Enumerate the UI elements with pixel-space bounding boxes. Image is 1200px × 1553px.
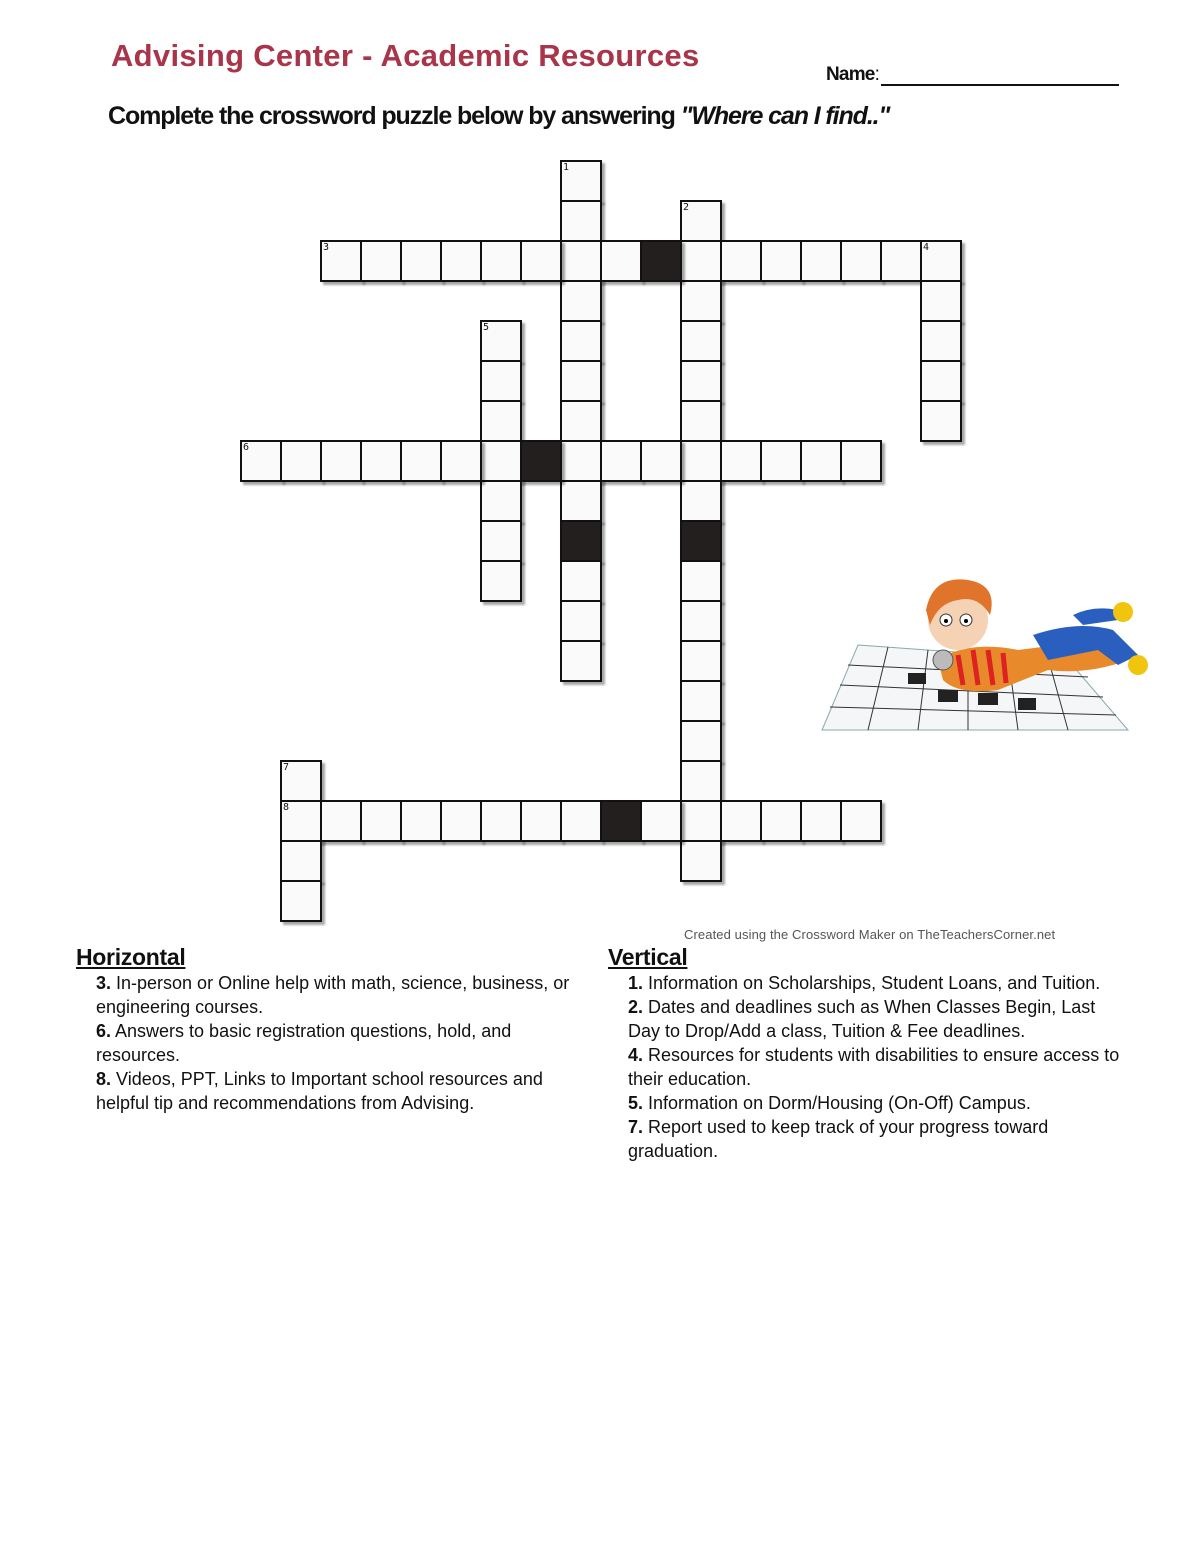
crossword-cell[interactable]: [560, 480, 602, 522]
crossword-cell[interactable]: [560, 560, 602, 602]
clue-number: 2: [683, 202, 690, 213]
crossword-cell[interactable]: [680, 400, 722, 442]
crossword-cell[interactable]: [840, 240, 882, 282]
crossword-cell[interactable]: [240, 440, 282, 482]
clue-number: 5: [483, 322, 490, 333]
name-input-line[interactable]: [881, 62, 1119, 86]
black-cell: [600, 800, 642, 842]
crossword-cell[interactable]: [600, 240, 642, 282]
crossword-cell[interactable]: [640, 440, 682, 482]
name-colon: :: [874, 64, 880, 85]
clue-5: 5. Information on Dorm/Housing (On-Off) Campus.: [628, 1093, 1031, 1113]
name-label: Name: [826, 64, 875, 85]
crossword-cell[interactable]: [680, 200, 722, 242]
crossword-cell[interactable]: [480, 360, 522, 402]
crossword-cell[interactable]: [440, 800, 482, 842]
crossword-cell[interactable]: [920, 360, 962, 402]
crossword-cell[interactable]: [480, 520, 522, 562]
instructions: [108, 102, 889, 131]
crossword-cell[interactable]: [280, 760, 322, 802]
crossword-cell[interactable]: [680, 480, 722, 522]
crossword-cell[interactable]: [480, 240, 522, 282]
black-cell: [680, 520, 722, 562]
crossword-cell[interactable]: [680, 440, 722, 482]
crossword-cell[interactable]: [640, 800, 682, 842]
crossword-cell[interactable]: [680, 320, 722, 362]
crossword-cell[interactable]: [800, 240, 842, 282]
crossword-cell[interactable]: [840, 440, 882, 482]
crossword-cell[interactable]: [280, 840, 322, 882]
crossword-cell[interactable]: [560, 320, 602, 362]
crossword-cell[interactable]: [680, 840, 722, 882]
horizontal-heading: Horizontal: [76, 944, 186, 970]
crossword-cell[interactable]: [680, 640, 722, 682]
crossword-cell[interactable]: [920, 240, 962, 282]
crossword-cell[interactable]: [360, 240, 402, 282]
instruction-text: Complete the crossword puzzle below by answering: [108, 102, 681, 130]
crossword-cell[interactable]: [480, 560, 522, 602]
crossword-cell[interactable]: [320, 440, 362, 482]
crossword-cell[interactable]: [720, 440, 762, 482]
crossword-cell[interactable]: [440, 240, 482, 282]
crossword-cell[interactable]: [560, 360, 602, 402]
page-title: Advising Center - Academic Resources: [111, 38, 700, 73]
crossword-cell[interactable]: [400, 800, 442, 842]
clue-2: 2. Dates and deadlines such as When Classes Begin, Last Day to Drop/Add a class, Tuition & Fee deadlines.: [628, 997, 1096, 1041]
clue-6: 6. Answers to basic registration questions, hold, and resources.: [96, 1021, 512, 1065]
crossword-cell[interactable]: [360, 800, 402, 842]
horizontal-clues: [76, 945, 586, 1115]
credit-text: Created using the Crossword Maker on TheTeachersCorner.net: [684, 927, 1056, 942]
crossword-cell[interactable]: [720, 800, 762, 842]
crossword-cell[interactable]: [560, 240, 602, 282]
name-field[interactable]: [826, 62, 1119, 86]
black-cell: [520, 440, 562, 482]
crossword-cell[interactable]: [680, 680, 722, 722]
clue-number: 7: [283, 762, 290, 773]
crossword-cell[interactable]: [680, 360, 722, 402]
clue-number: 1: [563, 162, 570, 173]
crossword-cell[interactable]: [760, 240, 802, 282]
clue-8: 8. Videos, PPT, Links to Important school resources and helpful tip and recommendations from Advising.: [96, 1069, 543, 1113]
crossword-cell[interactable]: [600, 440, 642, 482]
crossword-cell[interactable]: [280, 880, 322, 922]
crossword-cell[interactable]: [920, 400, 962, 442]
crossword-cell[interactable]: [680, 800, 722, 842]
crossword-cell[interactable]: [440, 440, 482, 482]
crossword-cell[interactable]: [400, 240, 442, 282]
crossword-cell[interactable]: [680, 240, 722, 282]
crossword-cell[interactable]: [680, 560, 722, 602]
crossword-cell[interactable]: [280, 440, 322, 482]
crossword-cell[interactable]: [360, 440, 402, 482]
crossword-cell[interactable]: [480, 800, 522, 842]
boy-solving-crossword-illustration: [818, 565, 1158, 735]
clue-number: 3: [323, 242, 330, 253]
crossword-cell[interactable]: [680, 760, 722, 802]
black-cell: [640, 240, 682, 282]
crossword-cell[interactable]: [800, 440, 842, 482]
crossword-cell[interactable]: [480, 400, 522, 442]
crossword-cell[interactable]: [840, 800, 882, 842]
crossword-cell[interactable]: [920, 320, 962, 362]
crossword-cell[interactable]: [880, 240, 922, 282]
clue-1: 1. Information on Scholarships, Student Loans, and Tuition.: [628, 973, 1101, 993]
crossword-cell[interactable]: [280, 800, 322, 842]
crossword-cell[interactable]: [320, 800, 362, 842]
crossword-cell[interactable]: [560, 800, 602, 842]
crossword-cell[interactable]: [560, 160, 602, 202]
crossword-cell[interactable]: [480, 480, 522, 522]
clue-3: 3. In-person or Online help with math, science, business, or engineering courses.: [96, 973, 570, 1017]
crossword-cell[interactable]: [920, 280, 962, 322]
crossword-cell[interactable]: [520, 240, 562, 282]
crossword-cell[interactable]: [560, 640, 602, 682]
instruction-quote: "Where can I find..": [680, 102, 890, 130]
crossword-cell[interactable]: [480, 320, 522, 362]
vertical-clues: [608, 945, 1128, 1163]
crossword-cell[interactable]: [480, 440, 522, 482]
vertical-heading: Vertical: [608, 944, 688, 970]
clue-number: 4: [923, 242, 930, 253]
crossword-cell[interactable]: [320, 240, 362, 282]
crossword-cell[interactable]: [800, 800, 842, 842]
black-cell: [560, 520, 602, 562]
crossword-cell[interactable]: [760, 800, 802, 842]
crossword-cell[interactable]: [680, 720, 722, 762]
clue-7: 7. Report used to keep track of your progress toward graduation.: [628, 1117, 1049, 1161]
crossword-cell[interactable]: [560, 600, 602, 642]
clue-4: 4. Resources for students with disabilities to ensure access to their education.: [628, 1045, 1120, 1089]
crossword-cell[interactable]: [560, 400, 602, 442]
crossword-cell[interactable]: [560, 440, 602, 482]
clue-number: 8: [283, 802, 290, 813]
crossword-cell[interactable]: [400, 440, 442, 482]
crossword-cell[interactable]: [560, 280, 602, 322]
crossword-cell[interactable]: [720, 240, 762, 282]
crossword-cell[interactable]: [680, 600, 722, 642]
crossword-cell[interactable]: [680, 280, 722, 322]
crossword-cell[interactable]: [760, 440, 802, 482]
crossword-cell[interactable]: [520, 800, 562, 842]
crossword-cell[interactable]: [560, 200, 602, 242]
clue-number: 6: [243, 442, 250, 453]
